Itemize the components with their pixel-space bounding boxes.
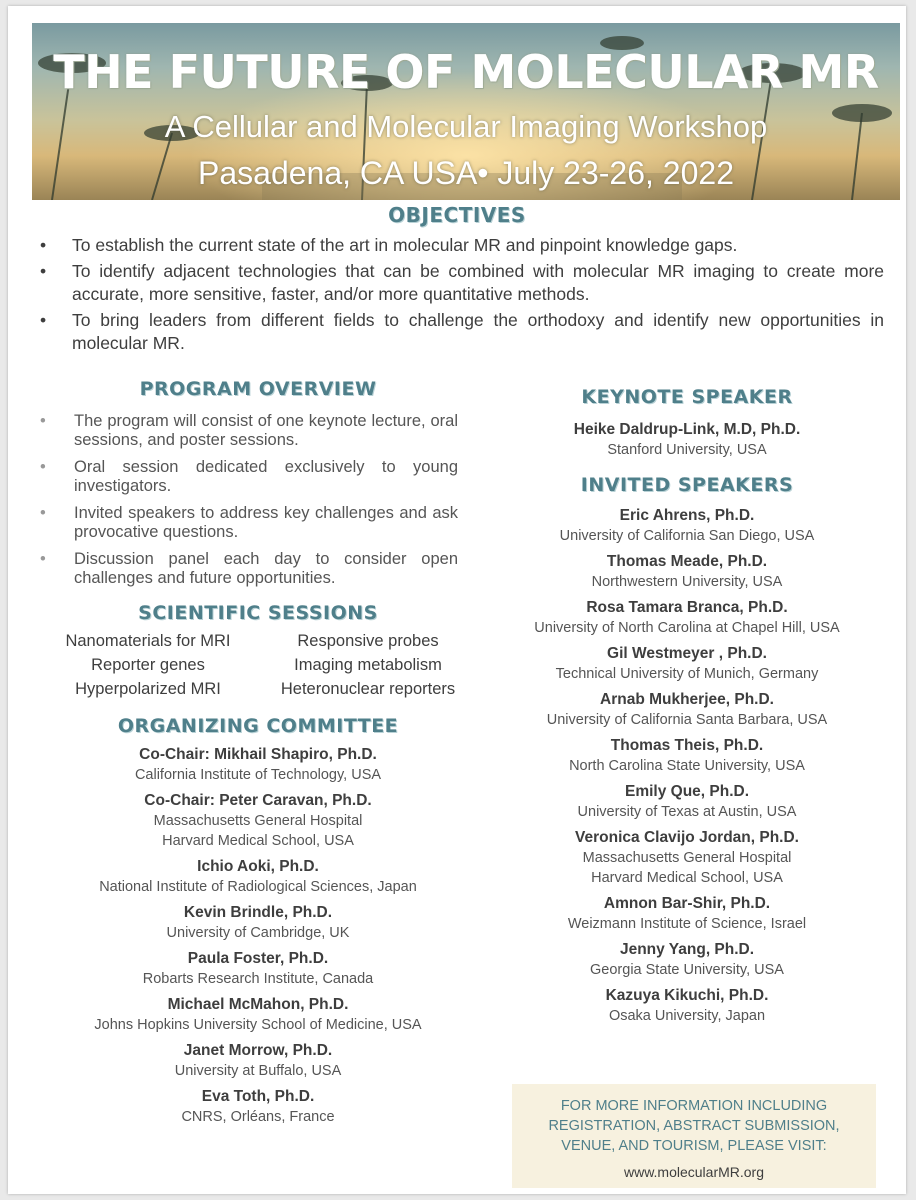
session-item: Imaging metabolism xyxy=(294,656,442,674)
speaker-affiliation: University of North Carolina at Chapel Hill, USA xyxy=(534,620,840,636)
speaker-name: Thomas Theis, Ph.D. xyxy=(610,737,764,754)
objective-text: To bring leaders from different fields to challenge the orthodoxy and identify new opportunities in molecular MR. xyxy=(72,310,884,353)
list-item xyxy=(38,412,478,450)
speaker-name: Emily Que, Ph.D. xyxy=(624,783,750,800)
invited-speaker xyxy=(492,736,882,776)
speaker-affiliation: University of Texas at Austin, USA xyxy=(577,804,797,820)
invited-speaker xyxy=(492,828,882,888)
member-name: Janet Morrow, Ph.D. xyxy=(183,1042,333,1059)
scientific-sessions-grid xyxy=(38,632,478,699)
objectives-list xyxy=(34,234,884,358)
program-overview-list xyxy=(38,412,478,588)
invited-speaker xyxy=(492,940,882,980)
list-item xyxy=(38,550,478,588)
keynote-speaker-heading: KEYNOTE SPEAKER xyxy=(581,386,793,408)
speaker-affiliation: Stanford University, USA xyxy=(607,442,767,458)
committee-member xyxy=(38,995,478,1035)
member-name: Co-Chair: Mikhail Shapiro, Ph.D. xyxy=(139,746,377,763)
flyer-page xyxy=(8,6,906,1194)
left-column xyxy=(38,378,478,1133)
overview-text: Oral session dedicated exclusively to young investigators. xyxy=(74,458,458,495)
objectives-heading: OBJECTIVES xyxy=(388,203,526,227)
committee-member xyxy=(38,857,478,897)
session-item: Reporter genes xyxy=(91,656,205,674)
list-item xyxy=(34,309,884,355)
info-line: REGISTRATION, ABSTRACT SUBMISSION, xyxy=(548,1118,840,1134)
speaker-affiliation: Massachusetts General Hospital xyxy=(582,850,792,866)
right-column xyxy=(492,378,882,1032)
overview-text: Discussion panel each day to consider open challenges and future opportunities. xyxy=(74,550,458,587)
member-affiliation: Johns Hopkins University School of Medicine, USA xyxy=(94,1017,422,1033)
keynote-speaker xyxy=(492,420,882,460)
speaker-affiliation: Northwestern University, USA xyxy=(591,574,783,590)
organizing-committee-heading: ORGANIZING COMMITTEE xyxy=(117,715,399,737)
member-affiliation: Robarts Research Institute, Canada xyxy=(142,971,374,987)
objective-text: To establish the current state of the art in molecular MR and pinpoint knowledge gaps. xyxy=(72,235,738,255)
invited-speaker xyxy=(492,986,882,1026)
list-item xyxy=(34,234,884,257)
member-affiliation: National Institute of Radiological Sciences, Japan xyxy=(99,879,417,895)
banner-subtitle: A Cellular and Molecular Imaging Workshop xyxy=(164,109,768,144)
bullet-icon: • xyxy=(40,550,46,568)
session-item: Responsive probes xyxy=(297,632,439,650)
member-name: Eva Toth, Ph.D. xyxy=(201,1088,315,1105)
committee-member xyxy=(38,791,478,851)
overview-text: Invited speakers to address key challenges and ask provocative questions. xyxy=(74,504,458,541)
member-affiliation: CNRS, Orléans, France xyxy=(181,1109,335,1125)
session-item: Heteronuclear reporters xyxy=(280,680,456,698)
more-info-box xyxy=(512,1084,876,1188)
invited-speaker xyxy=(492,690,882,730)
member-affiliation: Harvard Medical School, USA xyxy=(162,833,354,849)
banner-title: THE FUTURE OF MOLECULAR MR xyxy=(53,45,879,99)
speaker-name: Heike Daldrup-Link, M.D, Ph.D. xyxy=(573,421,801,438)
committee-list xyxy=(38,745,478,1127)
member-name: Co-Chair: Peter Caravan, Ph.D. xyxy=(144,792,372,809)
speaker-name: Kazuya Kikuchi, Ph.D. xyxy=(605,987,769,1004)
member-name: Kevin Brindle, Ph.D. xyxy=(183,904,333,921)
speaker-affiliation: Georgia State University, USA xyxy=(590,962,784,978)
member-affiliation: University at Buffalo, USA xyxy=(174,1063,342,1079)
bullet-icon: • xyxy=(40,310,47,330)
committee-member xyxy=(38,745,478,785)
speaker-affiliation: Technical University of Munich, Germany xyxy=(555,666,819,682)
speaker-affiliation: Harvard Medical School, USA xyxy=(591,870,783,886)
website-link[interactable]: www.molecularMR.org xyxy=(623,1164,765,1180)
banner-location-date: Pasadena, CA USA• July 23-26, 2022 xyxy=(198,155,734,191)
more-info-text xyxy=(512,1084,876,1156)
committee-member xyxy=(38,1087,478,1127)
member-affiliation: University of Cambridge, UK xyxy=(166,925,350,941)
member-affiliation: Massachusetts General Hospital xyxy=(153,813,363,829)
invited-speaker xyxy=(492,552,882,592)
bullet-icon: • xyxy=(40,458,46,476)
member-name: Paula Foster, Ph.D. xyxy=(187,950,329,967)
info-line: VENUE, AND TOURISM, PLEASE VISIT: xyxy=(561,1138,827,1154)
overview-text: The program will consist of one keynote lecture, oral sessions, and poster sessions. xyxy=(74,412,458,449)
speaker-affiliation: Osaka University, Japan xyxy=(608,1008,766,1024)
banner xyxy=(32,23,900,200)
info-line: FOR MORE INFORMATION INCLUDING xyxy=(560,1098,828,1114)
bullet-icon: • xyxy=(40,504,46,522)
list-item xyxy=(34,260,884,306)
speaker-affiliation: University of California San Diego, USA xyxy=(559,528,815,544)
bullet-icon: • xyxy=(40,235,47,255)
member-affiliation: California Institute of Technology, USA xyxy=(134,767,382,783)
speaker-name: Thomas Meade, Ph.D. xyxy=(606,553,768,570)
speaker-name: Amnon Bar-Shir, Ph.D. xyxy=(603,895,771,912)
member-name: Michael McMahon, Ph.D. xyxy=(167,996,349,1013)
invited-speaker xyxy=(492,506,882,546)
speaker-name: Veronica Clavijo Jordan, Ph.D. xyxy=(575,829,799,846)
speaker-affiliation: North Carolina State University, USA xyxy=(569,758,805,774)
scientific-sessions-heading: SCIENTIFIC SESSIONS xyxy=(138,602,378,624)
speaker-name: Arnab Mukherjee, Ph.D. xyxy=(600,691,774,708)
speaker-affiliation: Weizmann Institute of Science, Israel xyxy=(567,916,807,932)
speaker-affiliation: University of California Santa Barbara, USA xyxy=(546,712,828,728)
invited-speaker xyxy=(492,598,882,638)
session-item: Hyperpolarized MRI xyxy=(75,680,221,698)
bullet-icon: • xyxy=(40,261,47,281)
speaker-name: Gil Westmeyer , Ph.D. xyxy=(607,645,767,662)
objective-text: To identify adjacent technologies that can be combined with molecular MR imaging to create more accurate, more sensitive, faster, and/or more quantitative methods. xyxy=(72,261,884,304)
list-item xyxy=(38,504,478,542)
invited-speakers-list xyxy=(492,506,882,1026)
member-name: Ichio Aoki, Ph.D. xyxy=(197,858,319,875)
committee-member xyxy=(38,903,478,943)
speaker-name: Rosa Tamara Branca, Ph.D. xyxy=(586,599,788,616)
speaker-name: Jenny Yang, Ph.D. xyxy=(619,941,755,958)
invited-speaker xyxy=(492,782,882,822)
bullet-icon: • xyxy=(40,412,46,430)
session-item: Nanomaterials for MRI xyxy=(65,632,231,650)
invited-speaker xyxy=(492,894,882,934)
committee-member xyxy=(38,1041,478,1081)
speaker-name: Eric Ahrens, Ph.D. xyxy=(619,507,755,524)
committee-member xyxy=(38,949,478,989)
invited-speakers-heading: INVITED SPEAKERS xyxy=(580,474,794,496)
program-overview-heading: PROGRAM OVERVIEW xyxy=(139,378,377,400)
invited-speaker xyxy=(492,644,882,684)
list-item xyxy=(38,458,478,496)
